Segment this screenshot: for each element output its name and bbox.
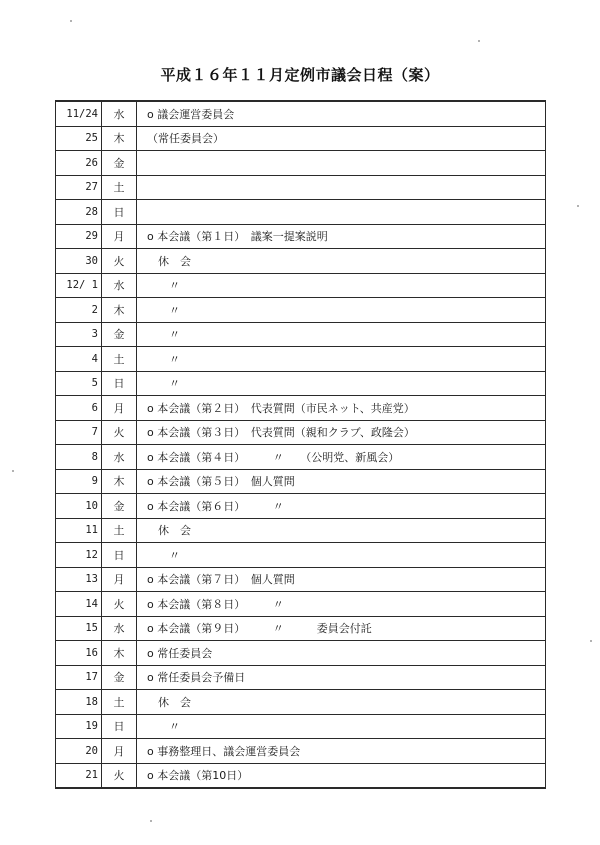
schedule-weekday: 日 <box>102 371 137 396</box>
schedule-body <box>56 101 546 788</box>
schedule-weekday: 木 <box>102 298 137 323</box>
schedule-event: o 本会議（第６日） 〃 <box>137 494 546 519</box>
schedule-event: o 本会議（第１日） 議案一提案説明 <box>137 224 546 249</box>
schedule-event: o 本会議（第10日） <box>137 763 546 788</box>
schedule-row <box>56 249 546 274</box>
schedule-weekday: 火 <box>102 592 137 617</box>
schedule-date: 11 <box>56 518 102 543</box>
schedule-row <box>56 518 546 543</box>
schedule-weekday: 火 <box>102 763 137 788</box>
schedule-event: o 本会議（第５日） 個人質問 <box>137 469 546 494</box>
schedule-event: o 本会議（第９日） 〃 委員会付託 <box>137 616 546 641</box>
schedule-weekday: 金 <box>102 494 137 519</box>
schedule-weekday: 金 <box>102 665 137 690</box>
scan-speck <box>590 640 592 642</box>
schedule-date: 21 <box>56 763 102 788</box>
schedule-weekday: 土 <box>102 690 137 715</box>
schedule-event: （常任委員会） <box>137 126 546 151</box>
schedule-row <box>56 494 546 519</box>
schedule-weekday: 月 <box>102 224 137 249</box>
schedule-weekday: 日 <box>102 200 137 225</box>
schedule-row <box>56 396 546 421</box>
schedule-event: 〃 <box>137 322 546 347</box>
schedule-row <box>56 763 546 788</box>
schedule-weekday: 月 <box>102 396 137 421</box>
schedule-date: 14 <box>56 592 102 617</box>
schedule-event: 休 会 <box>137 518 546 543</box>
schedule-event: o 事務整理日、議会運営委員会 <box>137 739 546 764</box>
schedule-date: 9 <box>56 469 102 494</box>
schedule-event: o 本会議（第２日） 代表質問（市民ネット、共産党） <box>137 396 546 421</box>
schedule-weekday: 日 <box>102 714 137 739</box>
schedule-row <box>56 665 546 690</box>
schedule-date: 11/24 <box>56 101 102 126</box>
page-title: 平成１６年１１月定例市議会日程（案） <box>160 66 440 84</box>
schedule-event: 〃 <box>137 371 546 396</box>
schedule-event: 休 会 <box>137 690 546 715</box>
schedule-weekday: 水 <box>102 101 137 126</box>
schedule-event: 〃 <box>137 273 546 298</box>
schedule-row <box>56 714 546 739</box>
schedule-weekday: 火 <box>102 420 137 445</box>
schedule-weekday: 金 <box>102 322 137 347</box>
schedule-date: 5 <box>56 371 102 396</box>
schedule-row <box>56 126 546 151</box>
scan-speck <box>478 40 480 42</box>
schedule-weekday: 火 <box>102 249 137 274</box>
schedule-event: 〃 <box>137 543 546 568</box>
schedule-row <box>56 224 546 249</box>
schedule-date: 27 <box>56 175 102 200</box>
schedule-event <box>137 151 546 176</box>
schedule-weekday: 水 <box>102 445 137 470</box>
schedule-date: 18 <box>56 690 102 715</box>
schedule-date: 10 <box>56 494 102 519</box>
schedule-date: 16 <box>56 641 102 666</box>
schedule-date: 6 <box>56 396 102 421</box>
schedule-row <box>56 567 546 592</box>
schedule-event <box>137 200 546 225</box>
schedule-weekday: 土 <box>102 347 137 372</box>
schedule-weekday: 木 <box>102 469 137 494</box>
schedule-event: o 本会議（第８日） 〃 <box>137 592 546 617</box>
schedule-event <box>137 175 546 200</box>
schedule-date: 29 <box>56 224 102 249</box>
schedule-event: o 議会運営委員会 <box>137 101 546 126</box>
schedule-row <box>56 739 546 764</box>
scan-speck <box>70 20 72 22</box>
schedule-date: 4 <box>56 347 102 372</box>
schedule-weekday: 月 <box>102 567 137 592</box>
schedule-weekday: 水 <box>102 273 137 298</box>
schedule-row <box>56 175 546 200</box>
schedule-date: 13 <box>56 567 102 592</box>
schedule-row <box>56 322 546 347</box>
schedule-date: 7 <box>56 420 102 445</box>
schedule-event: 〃 <box>137 347 546 372</box>
schedule-weekday: 月 <box>102 739 137 764</box>
schedule-row <box>56 371 546 396</box>
schedule-weekday: 土 <box>102 518 137 543</box>
schedule-row <box>56 592 546 617</box>
schedule-row <box>56 151 546 176</box>
scan-speck <box>577 205 579 207</box>
schedule-row <box>56 101 546 126</box>
schedule-event: o 本会議（第３日） 代表質問（親和クラブ、政隆会） <box>137 420 546 445</box>
schedule-row <box>56 445 546 470</box>
schedule-date: 26 <box>56 151 102 176</box>
schedule-weekday: 日 <box>102 543 137 568</box>
schedule-row <box>56 641 546 666</box>
schedule-event: 〃 <box>137 298 546 323</box>
schedule-date: 8 <box>56 445 102 470</box>
schedule-date: 15 <box>56 616 102 641</box>
schedule-weekday: 金 <box>102 151 137 176</box>
schedule-weekday: 水 <box>102 616 137 641</box>
schedule-date: 2 <box>56 298 102 323</box>
schedule-date: 3 <box>56 322 102 347</box>
schedule-row <box>56 273 546 298</box>
schedule-row <box>56 543 546 568</box>
schedule-event: o 本会議（第７日） 個人質問 <box>137 567 546 592</box>
schedule-event: o 常任委員会予備日 <box>137 665 546 690</box>
schedule-date: 12 <box>56 543 102 568</box>
scan-speck <box>150 820 152 822</box>
schedule-date: 19 <box>56 714 102 739</box>
schedule-row <box>56 690 546 715</box>
schedule-date: 20 <box>56 739 102 764</box>
schedule-event: 休 会 <box>137 249 546 274</box>
schedule-row <box>56 347 546 372</box>
schedule-date: 12/ 1 <box>56 273 102 298</box>
schedule-event: 〃 <box>137 714 546 739</box>
scan-speck <box>12 470 14 472</box>
schedule-date: 30 <box>56 249 102 274</box>
schedule-row <box>56 420 546 445</box>
schedule-weekday: 木 <box>102 126 137 151</box>
schedule-row <box>56 616 546 641</box>
schedule-row <box>56 298 546 323</box>
schedule-row <box>56 200 546 225</box>
schedule-event: o 本会議（第４日） 〃 （公明党、新風会） <box>137 445 546 470</box>
schedule-event: o 常任委員会 <box>137 641 546 666</box>
schedule-date: 25 <box>56 126 102 151</box>
schedule-weekday: 土 <box>102 175 137 200</box>
schedule-date: 28 <box>56 200 102 225</box>
schedule-row <box>56 469 546 494</box>
schedule-table <box>55 100 546 789</box>
schedule-weekday: 木 <box>102 641 137 666</box>
schedule-date: 17 <box>56 665 102 690</box>
